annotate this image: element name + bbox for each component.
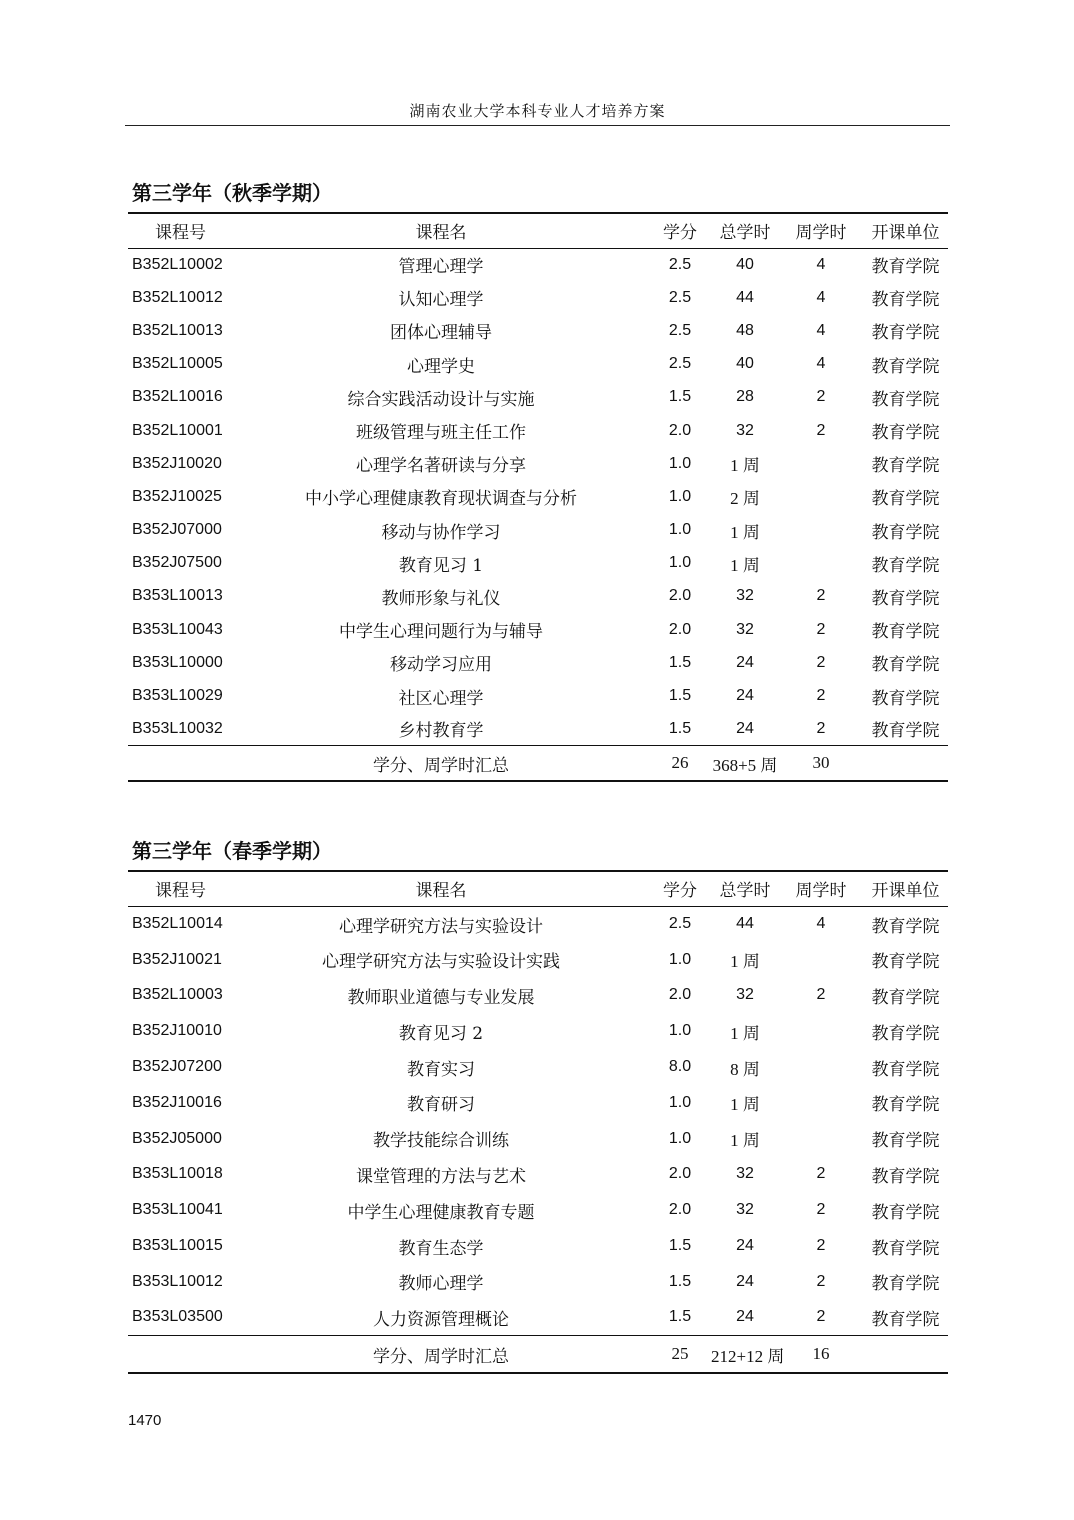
course-hours: 48 (736, 321, 754, 339)
course-name: 教师心理学 (398, 1274, 484, 1295)
course-name: 教育研习 (407, 1095, 475, 1116)
course-code: B352L10012 (132, 288, 223, 306)
table-row (128, 646, 948, 679)
course-code: B352J10010 (132, 1022, 222, 1040)
course-unit: 教育学院 (871, 1131, 940, 1152)
course-credit: 2.5 (668, 355, 692, 373)
course-hours: 28 (736, 388, 754, 406)
course-weekly-hours (779, 942, 863, 978)
course-hours: 32 (736, 620, 754, 638)
course-unit: 教育学院 (871, 622, 940, 643)
course-unit: 教育学院 (871, 290, 940, 311)
course-name: 心理学研究方法与实验设计 (339, 916, 543, 937)
course-hours: 24 (736, 653, 754, 671)
course-weekly-hours (779, 1121, 863, 1157)
course-unit: 教育学院 (871, 356, 940, 377)
course-code: B352J10025 (132, 487, 222, 505)
course-name: 中学生心理健康教育专题 (347, 1202, 535, 1223)
course-weekly-hours: 2 (816, 1201, 826, 1219)
col-header-hours: 总学时 (711, 871, 779, 906)
col-header-code: 课程号 (128, 871, 233, 906)
total-hours: 368+5 周 (711, 746, 779, 781)
course-credit: 1.5 (668, 719, 692, 737)
section-title: 第三学年（春季学期） (132, 839, 332, 863)
course-credit: 1.0 (668, 487, 692, 505)
course-name: 教育实习 (407, 1059, 475, 1080)
section-spring (128, 836, 948, 1374)
course-hours: 1 周 (730, 1095, 760, 1115)
course-credit: 1.0 (668, 454, 692, 472)
course-hours: 24 (736, 1308, 754, 1326)
total-row (128, 746, 948, 781)
running-header: 湖南农业大学本科专业人才培养方案 (125, 100, 950, 126)
total-label: 学分、周学时汇总 (233, 746, 649, 781)
total-weekly-hours: 16 (779, 1336, 863, 1374)
course-code: B352L10003 (132, 986, 223, 1004)
course-unit: 教育学院 (871, 389, 940, 410)
course-weekly-hours (779, 1013, 863, 1049)
course-weekly-hours: 2 (816, 986, 826, 1004)
course-hours: 40 (736, 255, 754, 273)
table-row (128, 1300, 948, 1336)
course-code: B353L10018 (132, 1165, 223, 1183)
table-row (128, 613, 948, 646)
course-credit: 2.0 (668, 1201, 692, 1219)
course-weekly-hours: 2 (816, 1272, 826, 1290)
course-credit: 1.5 (668, 388, 692, 406)
course-code: B352J07200 (132, 1058, 222, 1076)
table-row (128, 248, 948, 281)
course-hours: 1 周 (730, 1023, 760, 1043)
course-weekly-hours: 2 (816, 1165, 826, 1183)
course-weekly-hours: 2 (816, 587, 826, 605)
course-unit: 教育学院 (871, 916, 940, 937)
course-code: B352L10005 (132, 355, 223, 373)
course-weekly-hours: 2 (816, 1308, 826, 1326)
table-row (128, 1049, 948, 1085)
course-credit: 1.0 (668, 1093, 692, 1111)
table-row (128, 281, 948, 314)
course-name: 心理学史 (407, 356, 475, 377)
course-unit: 教育学院 (871, 1023, 940, 1044)
col-header-code: 课程号 (128, 213, 233, 248)
course-weekly-hours (779, 514, 863, 547)
total-credit: 25 (649, 1336, 711, 1374)
table-row (128, 1121, 948, 1157)
course-weekly-hours: 2 (816, 653, 826, 671)
course-unit: 教育学院 (871, 423, 940, 444)
table-row (128, 381, 948, 414)
course-credit: 1.5 (668, 687, 692, 705)
table-row (128, 547, 948, 580)
course-name: 社区心理学 (398, 688, 484, 709)
course-code: B353L10029 (132, 687, 223, 705)
course-weekly-hours: 4 (816, 321, 826, 339)
course-unit: 教育学院 (871, 257, 940, 278)
course-weekly-hours: 4 (816, 355, 826, 373)
table-row (128, 1192, 948, 1228)
course-code: B353L10041 (132, 1201, 223, 1219)
course-weekly-hours: 2 (816, 687, 826, 705)
course-credit: 2.0 (668, 1165, 692, 1183)
course-name: 教学技能综合训练 (373, 1131, 509, 1152)
col-header-weekly: 周学时 (779, 213, 863, 248)
total-weekly-hours: 30 (779, 746, 863, 781)
course-credit: 1.0 (668, 1022, 692, 1040)
course-weekly-hours: 4 (816, 915, 826, 933)
course-hours: 8 周 (730, 1059, 760, 1079)
course-code: B352J05000 (132, 1129, 222, 1147)
course-unit: 教育学院 (871, 1238, 940, 1259)
course-weekly-hours: 2 (816, 388, 826, 406)
course-unit: 教育学院 (871, 1166, 940, 1187)
course-credit: 2.5 (668, 255, 692, 273)
total-hours: 212+12 周 (711, 1336, 779, 1374)
course-code: B352L10002 (132, 255, 223, 273)
course-code: B352J07000 (132, 521, 222, 539)
course-credit: 1.5 (668, 1237, 692, 1255)
course-unit: 教育学院 (871, 1202, 940, 1223)
col-header-name: 课程名 (233, 871, 649, 906)
course-weekly-hours (779, 547, 863, 580)
course-weekly-hours (779, 1085, 863, 1121)
section-autumn (128, 178, 948, 782)
course-credit: 2.0 (668, 587, 692, 605)
course-name: 心理学名著研读与分享 (356, 456, 526, 477)
course-unit: 教育学院 (871, 721, 940, 742)
course-code: B353L03500 (132, 1308, 223, 1326)
course-code: B352J07500 (132, 554, 222, 572)
table-row (128, 713, 948, 746)
course-unit: 教育学院 (871, 1274, 940, 1295)
course-credit: 1.0 (668, 554, 692, 572)
course-hours: 2 周 (730, 489, 760, 509)
course-credit: 1.5 (668, 1308, 692, 1326)
course-credit: 1.0 (668, 521, 692, 539)
course-unit: 教育学院 (871, 952, 940, 973)
course-code: B352L10014 (132, 915, 223, 933)
course-code: B352J10016 (132, 1093, 222, 1111)
table-row (128, 1157, 948, 1193)
course-weekly-hours: 2 (816, 1237, 826, 1255)
course-weekly-hours: 4 (816, 255, 826, 273)
course-hours: 24 (736, 1237, 754, 1255)
course-name: 移动学习应用 (390, 655, 492, 676)
course-name: 团体心理辅导 (390, 323, 492, 344)
table-row (128, 1228, 948, 1264)
course-name: 教育生态学 (398, 1238, 484, 1259)
course-hours: 32 (736, 1165, 754, 1183)
course-credit: 1.5 (668, 653, 692, 671)
course-unit: 教育学院 (871, 489, 940, 510)
total-spacer (863, 1336, 948, 1374)
course-unit: 教育学院 (871, 555, 940, 576)
total-spacer (863, 746, 948, 781)
col-header-weekly: 周学时 (779, 871, 863, 906)
course-hours: 32 (736, 1201, 754, 1219)
course-hours: 32 (736, 587, 754, 605)
table-row (128, 314, 948, 347)
table-row (128, 348, 948, 381)
col-header-unit: 开课单位 (863, 213, 948, 248)
total-label: 学分、周学时汇总 (233, 1336, 649, 1374)
course-weekly-hours: 2 (816, 620, 826, 638)
course-code: B353L10015 (132, 1237, 223, 1255)
course-unit: 教育学院 (871, 588, 940, 609)
course-table (128, 212, 948, 782)
table-row (128, 580, 948, 613)
course-name: 教师职业道德与专业发展 (347, 987, 535, 1008)
course-name: 心理学研究方法与实验设计实践 (322, 952, 560, 973)
course-name: 教师形象与礼仪 (381, 588, 501, 609)
table-row (128, 447, 948, 480)
course-name: 认知心理学 (398, 290, 484, 311)
course-code: B353L10043 (132, 620, 223, 638)
course-name: 管理心理学 (398, 257, 484, 278)
course-name: 课堂管理的方法与艺术 (356, 1166, 526, 1187)
course-credit: 2.0 (668, 421, 692, 439)
col-header-unit: 开课单位 (863, 871, 948, 906)
course-weekly-hours: 4 (816, 288, 826, 306)
col-header-hours: 总学时 (711, 213, 779, 248)
course-name: 人力资源管理概论 (373, 1309, 509, 1330)
course-hours: 44 (736, 915, 754, 933)
course-name: 移动与协作学习 (381, 522, 501, 543)
course-credit: 2.5 (668, 915, 692, 933)
course-hours: 44 (736, 288, 754, 306)
table-row (128, 414, 948, 447)
course-name: 中小学心理健康教育现状调查与分析 (305, 489, 577, 510)
course-name: 教育见习 2 (398, 1023, 484, 1044)
course-hours: 24 (736, 719, 754, 737)
course-unit: 教育学院 (871, 688, 940, 709)
course-weekly-hours: 2 (816, 719, 826, 737)
section-title: 第三学年（秋季学期） (132, 181, 332, 205)
total-spacer (128, 746, 233, 781)
table-row (128, 1013, 948, 1049)
course-code: B353L10012 (132, 1272, 223, 1290)
table-row (128, 514, 948, 547)
course-code: B352L10001 (132, 421, 223, 439)
course-credit: 2.0 (668, 620, 692, 638)
table-row (128, 978, 948, 1014)
course-code: B353L10032 (132, 719, 223, 737)
col-header-credit: 学分 (649, 871, 711, 906)
course-name: 综合实践活动设计与实施 (347, 389, 535, 410)
course-hours: 1 周 (730, 522, 760, 542)
course-credit: 2.5 (668, 288, 692, 306)
course-unit: 教育学院 (871, 1309, 940, 1330)
col-header-name: 课程名 (233, 213, 649, 248)
course-code: B352L10013 (132, 321, 223, 339)
table-row (128, 480, 948, 513)
course-hours: 40 (736, 355, 754, 373)
course-hours: 32 (736, 421, 754, 439)
course-weekly-hours (779, 447, 863, 480)
course-credit: 1.0 (668, 950, 692, 968)
course-hours: 1 周 (730, 1131, 760, 1151)
table-row (128, 1264, 948, 1300)
course-credit: 2.5 (668, 321, 692, 339)
course-unit: 教育学院 (871, 987, 940, 1008)
course-credit: 1.5 (668, 1272, 692, 1290)
course-hours: 1 周 (730, 952, 760, 972)
course-unit: 教育学院 (871, 323, 940, 344)
course-code: B352J10021 (132, 950, 222, 968)
total-row (128, 1336, 948, 1374)
table-row (128, 906, 948, 942)
course-name: 班级管理与班主任工作 (356, 423, 526, 444)
course-credit: 8.0 (668, 1058, 692, 1076)
course-code: B353L10000 (132, 653, 223, 671)
course-unit: 教育学院 (871, 456, 940, 477)
course-weekly-hours: 2 (816, 421, 826, 439)
table-row (128, 942, 948, 978)
course-unit: 教育学院 (871, 1095, 940, 1116)
col-header-credit: 学分 (649, 213, 711, 248)
page-number: 1470 (128, 1412, 162, 1429)
course-hours: 1 周 (730, 555, 760, 575)
course-code: B352J10020 (132, 454, 222, 472)
course-weekly-hours (779, 480, 863, 513)
course-code: B352L10016 (132, 388, 223, 406)
course-name: 乡村教育学 (398, 721, 484, 742)
total-spacer (128, 1336, 233, 1374)
table-row (128, 679, 948, 712)
course-code: B353L10013 (132, 587, 223, 605)
course-credit: 2.0 (668, 986, 692, 1004)
course-hours: 24 (736, 1272, 754, 1290)
course-table (128, 870, 948, 1374)
course-unit: 教育学院 (871, 1059, 940, 1080)
course-unit: 教育学院 (871, 655, 940, 676)
course-name: 中学生心理问题行为与辅导 (339, 622, 543, 643)
table-row (128, 1085, 948, 1121)
total-credit: 26 (649, 746, 711, 781)
course-hours: 32 (736, 986, 754, 1004)
course-name: 教育见习 1 (398, 555, 484, 576)
course-credit: 1.0 (668, 1129, 692, 1147)
course-hours: 24 (736, 687, 754, 705)
course-unit: 教育学院 (871, 522, 940, 543)
course-weekly-hours (779, 1049, 863, 1085)
course-hours: 1 周 (730, 456, 760, 476)
